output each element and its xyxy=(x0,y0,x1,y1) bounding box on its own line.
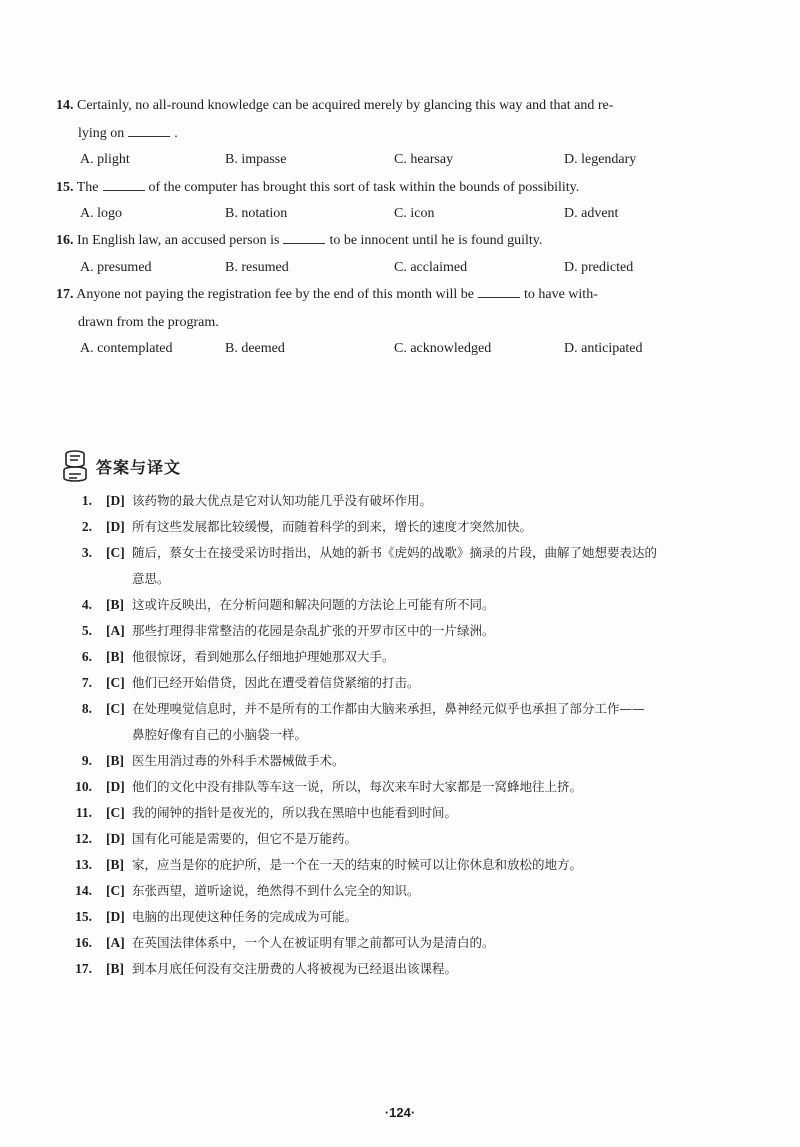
answer-key: [A] xyxy=(106,623,125,638)
answer-key: [C] xyxy=(106,675,125,690)
answer-translation: 在处理嗅觉信息时，并不是所有的工作都由大脑来承担，鼻神经元似乎也承担了部分工作—— xyxy=(132,701,645,716)
answer-translation: 他很惊讶，看到她那么仔细地护理她那双大手。 xyxy=(132,649,395,664)
answer-key: [D] xyxy=(106,909,125,924)
question-text-line2: drawn from the program. xyxy=(78,315,219,330)
answer-blank xyxy=(103,178,145,191)
answer-key: [D] xyxy=(106,519,125,534)
answer-number: 1. xyxy=(81,493,92,508)
option-d: D. legendary xyxy=(564,152,637,167)
question-text-cont: to have with- xyxy=(523,287,598,302)
answer-blank xyxy=(478,285,520,298)
answer-translation: 那些打理得非常整洁的花园是杂乱扩张的开罗市区中的一片绿洲。 xyxy=(132,623,495,638)
question-text-cont: lying on xyxy=(78,126,125,141)
answer-translation: 这或许反映出，在分析问题和解决问题的方法论上可能有所不同。 xyxy=(132,597,495,612)
section-title: 答案与译文 xyxy=(96,457,182,477)
option-b: B. deemed xyxy=(225,341,285,356)
option-b: B. notation xyxy=(225,206,288,221)
answer-key: [D] xyxy=(106,779,125,794)
answer-number: 11. xyxy=(75,805,92,820)
answer-key: [C] xyxy=(106,805,125,820)
question-17 xyxy=(56,281,746,337)
question-number: 15. xyxy=(56,180,74,195)
answer-key: [C] xyxy=(106,883,125,898)
question-text: The xyxy=(76,180,99,195)
answer-number: 4. xyxy=(81,597,92,612)
answer-number: 17. xyxy=(75,961,92,976)
question-number: 14. xyxy=(56,98,74,113)
answer-number: 9. xyxy=(81,753,92,768)
answer-key: [B] xyxy=(106,649,124,664)
option-c: C. hearsay xyxy=(394,152,454,167)
answer-translation-cont: 鼻腔好像有自己的小脑袋一样。 xyxy=(132,727,308,742)
option-c: C. icon xyxy=(394,206,435,221)
option-a: A. plight xyxy=(80,152,130,167)
answer-translation: 医生用消过毒的外科手术器械做手术。 xyxy=(132,753,345,768)
answer-number: 12. xyxy=(75,831,92,846)
question-text: In English law, an accused person is xyxy=(77,233,280,248)
option-a: A. presumed xyxy=(80,260,152,275)
answer-number: 6. xyxy=(81,649,92,664)
answer-translation: 随后，蔡女士在接受采访时指出，从她的新书《虎妈的战歌》摘录的片段，曲解了她想要表达的 xyxy=(132,545,658,560)
answer-number: 8. xyxy=(81,701,92,716)
question-text-cont: of the computer has brought this sort of task within the bounds of possibility. xyxy=(148,180,580,195)
options-14 xyxy=(80,152,740,176)
answer-key: [C] xyxy=(106,545,125,560)
answer-number: 7. xyxy=(81,675,92,690)
option-d: D. advent xyxy=(564,206,619,221)
answer-translation-cont: 意思。 xyxy=(132,571,170,586)
answer-key-icon xyxy=(60,448,90,484)
question-text: Anyone not paying the registration fee by the end of this month will be xyxy=(76,287,474,302)
answer-blank xyxy=(283,231,325,244)
option-c: C. acclaimed xyxy=(394,260,468,275)
option-d: D. anticipated xyxy=(564,341,643,356)
question-text-end: . xyxy=(174,126,178,141)
option-b: B. resumed xyxy=(225,260,289,275)
option-a: A. logo xyxy=(80,206,122,221)
option-a: A. contemplated xyxy=(80,341,173,356)
answer-translation: 我的闹钟的指针是夜光的，所以我在黑暗中也能看到时间。 xyxy=(132,805,458,820)
answer-number: 3. xyxy=(81,545,92,560)
question-14 xyxy=(56,92,746,148)
answer-number: 5. xyxy=(81,623,92,638)
answer-blank xyxy=(128,124,170,137)
answer-translation: 所有这些发展都比较缓慢，而随着科学的到来，增长的速度才突然加快。 xyxy=(132,519,533,534)
answer-translation: 他们已经开始借贷，因此在遭受着信贷紧缩的打击。 xyxy=(132,675,420,690)
question-number: 16. xyxy=(56,233,74,248)
answer-key: [D] xyxy=(106,831,125,846)
answer-number: 14. xyxy=(75,883,92,898)
answer-translation: 家，应当是你的庇护所，是一个在一天的结束的时候可以让你休息和放松的地方。 xyxy=(132,857,583,872)
answer-translation: 东张西望，道听途说，绝然得不到什么完全的知识。 xyxy=(132,883,420,898)
answer-translation: 到本月底任何没有交注册费的人将被视为已经退出该课程。 xyxy=(132,961,458,976)
answer-translation: 国有化可能是需要的，但它不是万能药。 xyxy=(132,831,358,846)
question-16 xyxy=(56,227,746,255)
answer-key: [B] xyxy=(106,597,124,612)
answers-section-header xyxy=(60,446,181,486)
option-d: D. predicted xyxy=(564,260,634,275)
page-number: ·124· xyxy=(384,1105,416,1120)
answer-number: 2. xyxy=(81,519,92,534)
answer-translation: 在英国法律体系中，一个人在被证明有罪之前都可认为是清白的。 xyxy=(132,935,495,950)
answer-translation: 电脑的出现使这种任务的完成成为可能。 xyxy=(132,909,358,924)
answer-number: 10. xyxy=(75,779,92,794)
options-17 xyxy=(80,341,740,365)
option-c: C. acknowledged xyxy=(394,341,492,356)
answer-key: [B] xyxy=(106,857,124,872)
answer-number: 15. xyxy=(75,909,92,924)
answer-number: 16. xyxy=(75,935,92,950)
question-text: Certainly, no all-round knowledge can be acquired merely by glancing this way and that and re- xyxy=(77,98,614,113)
answer-key: [A] xyxy=(106,935,125,950)
answer-key: [B] xyxy=(106,753,124,768)
answer-key: [B] xyxy=(106,961,124,976)
option-b: B. impasse xyxy=(225,152,287,167)
answer-key: [C] xyxy=(106,701,125,716)
answer-key: [D] xyxy=(106,493,125,508)
answer-translation: 该药物的最大优点是它对认知功能几乎没有破坏作用。 xyxy=(132,493,433,508)
question-text-cont: to be innocent until he is found guilty. xyxy=(329,233,543,248)
question-15 xyxy=(56,174,746,202)
answer-translation: 他们的文化中没有排队等车这一说，所以，每次来车时大家都是一窝蜂地往上挤。 xyxy=(132,779,583,794)
answer-number: 13. xyxy=(75,857,92,872)
question-number: 17. xyxy=(56,287,74,302)
